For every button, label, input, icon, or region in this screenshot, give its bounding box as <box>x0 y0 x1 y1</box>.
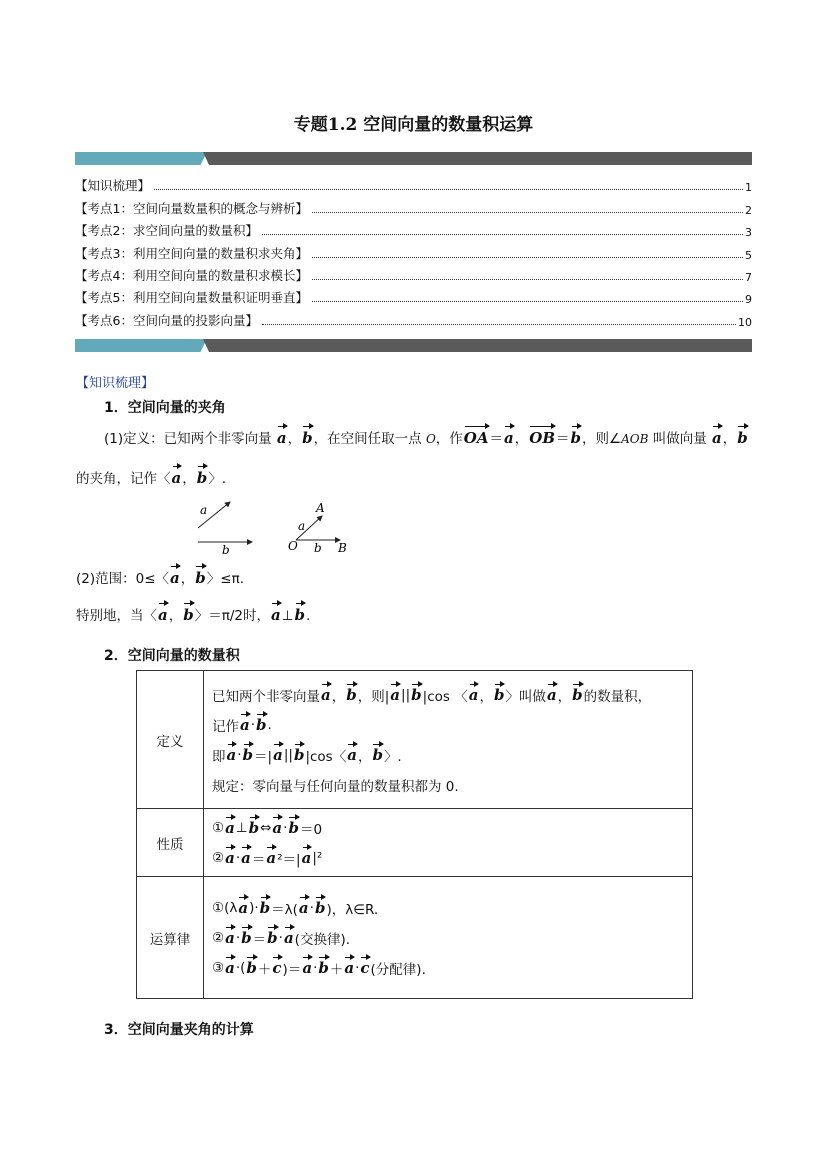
toc-leader <box>312 279 743 280</box>
vector-angle-figure <box>190 498 360 560</box>
formula-line <box>212 680 684 710</box>
text-run: · <box>235 929 241 946</box>
toc-entry[interactable] <box>75 172 752 194</box>
toc-entry[interactable] <box>75 262 752 284</box>
text-run: )＝ <box>282 961 302 978</box>
toc-entry[interactable] <box>75 194 752 216</box>
text-run: ， <box>722 431 737 447</box>
text-run: · <box>355 959 360 976</box>
text-run: ＝ <box>556 431 570 447</box>
vector-symbol: a <box>158 606 168 624</box>
section-heading: 【知识梳理】 <box>76 376 155 391</box>
text-run: ·( <box>235 959 246 976</box>
toc-entry[interactable] <box>75 306 752 328</box>
properties-cell <box>204 809 693 877</box>
vector-symbol: a <box>504 429 514 447</box>
heading-dot-product: 2．空间向量的数量积 <box>104 648 240 664</box>
text-run: |² <box>312 849 323 866</box>
text-run: · <box>237 746 242 763</box>
text-run: · <box>235 849 241 866</box>
text-run: · <box>278 929 283 946</box>
text-run: ③ <box>212 959 225 976</box>
vector-symbol: b <box>570 429 581 447</box>
label-b: b <box>222 543 230 557</box>
text-run: ， <box>557 688 572 705</box>
text-run: ＝λ( <box>271 901 298 918</box>
toc-label[interactable]: 【考点4：利用空间向量的数量积求模长】 <box>75 267 308 283</box>
text-run: . <box>267 716 272 733</box>
text-run: ⇔ <box>260 819 272 836</box>
toc-page-number: 3 <box>745 226 752 240</box>
vector-symbol: b <box>288 818 299 837</box>
text-run: 规定：零向量与任何向量的数量积都为 0. <box>212 778 459 795</box>
toc-leader <box>312 212 743 213</box>
vector-symbol: a <box>302 958 313 977</box>
toc-label[interactable]: 【考点2：求空间向量的数量积】 <box>75 223 258 239</box>
text-run: ， <box>182 471 196 487</box>
text-run: ²＝| <box>277 851 301 868</box>
vector-symbol: a <box>546 685 557 704</box>
toc-page-number: 5 <box>745 248 752 262</box>
vector-symbol: a <box>321 685 331 704</box>
vector-symbol: a <box>390 685 401 704</box>
vector-symbol: a <box>301 848 312 867</box>
text-run: (分配律). <box>370 961 426 978</box>
toc-page-number: 7 <box>745 270 752 284</box>
vector-symbol: a <box>347 745 357 764</box>
text-run: 〉. <box>208 471 227 487</box>
range-paragraph <box>76 568 244 589</box>
text-run: ，作 <box>435 431 463 447</box>
definition-cell <box>204 671 693 809</box>
vector-symbol: b <box>302 429 313 447</box>
vector-symbol: b <box>572 685 583 704</box>
vector-symbol: b <box>372 745 383 764</box>
heading-angle-calculation: 3．空间向量夹角的计算 <box>104 1022 254 1038</box>
text-run: ＋ <box>329 961 344 978</box>
math-variable: O <box>425 432 436 446</box>
vector-symbol: b <box>318 958 329 977</box>
divider-bar <box>75 152 752 165</box>
text-run: ，则∠ <box>582 431 622 447</box>
text-run: (交换律). <box>294 931 350 948</box>
text-run: · <box>309 899 314 916</box>
toc-page-number: 9 <box>745 293 752 307</box>
formula-line <box>212 953 684 983</box>
text-run: 特别地，当〈 <box>76 608 157 624</box>
vector-symbol: OA <box>463 429 489 447</box>
formula-line <box>212 843 684 873</box>
text-run: ＋ <box>257 961 272 978</box>
vector-symbol: b <box>246 958 257 977</box>
text-run: ＝ <box>251 851 266 868</box>
toc-leader <box>262 324 736 325</box>
math-variable: AOB <box>621 432 649 446</box>
text-run: 叫做向量 <box>648 431 712 447</box>
toc-entry[interactable] <box>75 239 752 261</box>
text-run: 已知两个非零向量 <box>212 688 320 705</box>
vector-symbol: b <box>493 685 505 704</box>
text-run: 〉叫做 <box>505 688 546 705</box>
text-run: 〉. <box>383 748 402 765</box>
vector-symbol: a <box>238 898 249 917</box>
toc-label[interactable]: 【考点1：空间向量数量积的概念与辨析】 <box>75 200 308 216</box>
vector-symbol: b <box>314 898 326 917</box>
row-label-properties: 性质 <box>137 809 204 877</box>
formula-line <box>212 923 684 953</box>
toc-label[interactable]: 【考点5：利用空间向量数量积证明垂直】 <box>75 290 308 306</box>
text-run: )· <box>249 899 259 916</box>
text-run: 〉≤π. <box>206 571 244 587</box>
vector-symbol: a <box>225 928 235 947</box>
toc-leader <box>312 301 743 302</box>
vector-symbol: c <box>272 958 282 977</box>
toc-leader <box>154 189 743 190</box>
toc-label[interactable]: 【考点6：空间向量的投影向量】 <box>75 312 258 328</box>
text-run: ， <box>168 608 183 624</box>
vector-symbol: a <box>240 715 250 734</box>
text-run: ， <box>331 688 346 705</box>
vector-symbol: a <box>272 818 283 837</box>
divider-bar <box>75 339 752 352</box>
vector-symbol: b <box>195 569 206 587</box>
toc-page-number: 1 <box>745 181 752 195</box>
vector-symbol: a <box>283 928 294 947</box>
dot-product-table <box>136 670 693 999</box>
label-a2: a <box>298 519 306 533</box>
text-run: ⊥ <box>281 608 294 624</box>
vector-symbol: a <box>170 569 180 587</box>
text-run: ⊥ <box>235 819 248 836</box>
row-label-definition: 定义 <box>137 671 204 809</box>
text-run: ② <box>212 929 225 946</box>
formula-line <box>212 770 684 800</box>
text-run: || <box>283 746 293 763</box>
text-run: |cos〈 <box>305 748 347 765</box>
vector-symbol: b <box>293 745 305 764</box>
text-run: 记作 <box>212 718 239 735</box>
text-run: ，则| <box>357 688 390 705</box>
vector-symbol: b <box>294 606 305 624</box>
label-B: B <box>338 541 347 555</box>
toc-entry[interactable] <box>75 284 752 306</box>
text-run: 的夹角，记作〈 <box>76 471 171 487</box>
table-of-contents <box>75 172 752 329</box>
vector-symbol: a <box>468 685 479 704</box>
label-o: O <box>288 539 298 553</box>
toc-page-number: 10 <box>738 315 752 329</box>
vector-symbol: b <box>267 928 278 947</box>
text-run: |cos 〈 <box>422 688 468 705</box>
text-run: )，λ∈R. <box>326 901 379 918</box>
vector-symbol: a <box>276 429 287 447</box>
text-run: · <box>283 819 288 836</box>
label-A: A <box>316 501 325 515</box>
toc-leader <box>312 257 743 258</box>
vector-symbol: b <box>183 606 194 624</box>
vector-symbol: c <box>360 958 370 977</box>
vector-symbol: b <box>737 429 748 447</box>
text-run: ， <box>180 571 195 587</box>
vector-symbol: OB <box>529 429 555 447</box>
vector-symbol: b <box>411 685 422 704</box>
vector-symbol: a <box>225 848 235 867</box>
text-run: ， <box>514 431 529 447</box>
vector-symbol: a <box>273 745 283 764</box>
text-run: 即 <box>212 748 226 765</box>
formula-line <box>212 740 684 770</box>
text-run: (1)定义：已知两个非零向量 <box>104 431 276 447</box>
label-a: a <box>200 503 208 517</box>
vector-symbol: a <box>344 958 355 977</box>
text-run: (2)范围：0≤〈 <box>76 571 170 587</box>
vector-symbol: a <box>226 745 237 764</box>
text-run: ＝ <box>489 431 504 447</box>
text-run: 的数量积， <box>583 688 652 705</box>
special-case-paragraph <box>76 605 310 626</box>
text-run: · <box>250 716 256 733</box>
page-title: 专题1.2 空间向量的数量积运算 <box>293 115 534 135</box>
text-run: ＝0 <box>299 821 323 838</box>
text-run: ① <box>212 819 225 836</box>
vector-symbol: a <box>171 469 182 487</box>
formula-line <box>212 710 684 740</box>
vector-symbol: a <box>241 848 251 867</box>
heading-angle: 1．空间向量的夹角 <box>104 400 226 416</box>
text-run: . <box>306 608 311 624</box>
vector-symbol: b <box>241 928 252 947</box>
formula-line <box>212 893 684 923</box>
text-run: ② <box>212 849 225 866</box>
row-label-laws: 运算律 <box>137 877 204 999</box>
vector-symbol: a <box>225 958 235 977</box>
vector-symbol: a <box>225 818 235 837</box>
label-b2: b <box>314 541 322 555</box>
toc-page-number: 2 <box>745 203 752 217</box>
text-run: ， <box>287 431 302 447</box>
definition-paragraph <box>104 428 749 449</box>
laws-cell <box>204 877 693 999</box>
text-run: ＝| <box>254 748 273 765</box>
text-run: 〉＝π/2时， <box>194 608 270 624</box>
toc-label[interactable]: 【考点3：利用空间向量的数量积求夹角】 <box>75 245 308 261</box>
text-run: ＝ <box>252 931 267 948</box>
text-run: · <box>313 959 318 976</box>
text-run: || <box>401 686 411 703</box>
vector-symbol: b <box>256 715 267 734</box>
toc-label[interactable]: 【知识梳理】 <box>75 178 151 194</box>
vector-symbol: a <box>712 429 722 447</box>
text-run: ①(λ <box>212 899 238 916</box>
vector-symbol: a <box>266 848 277 867</box>
definition-paragraph-cont <box>76 468 226 489</box>
vector-symbol: a <box>298 898 309 917</box>
text-run: ，在空间任取一点 <box>313 431 426 447</box>
vector-symbol: b <box>196 469 208 487</box>
formula-line <box>212 813 684 843</box>
vector-symbol: b <box>259 898 271 917</box>
text-run: ， <box>479 688 493 705</box>
vector-symbol: b <box>346 685 357 704</box>
vector-symbol: b <box>242 745 254 764</box>
text-run: ， <box>357 748 372 765</box>
vector-symbol: a <box>271 606 281 624</box>
toc-leader <box>262 234 743 235</box>
vector-symbol: b <box>248 818 260 837</box>
toc-entry[interactable] <box>75 217 752 239</box>
